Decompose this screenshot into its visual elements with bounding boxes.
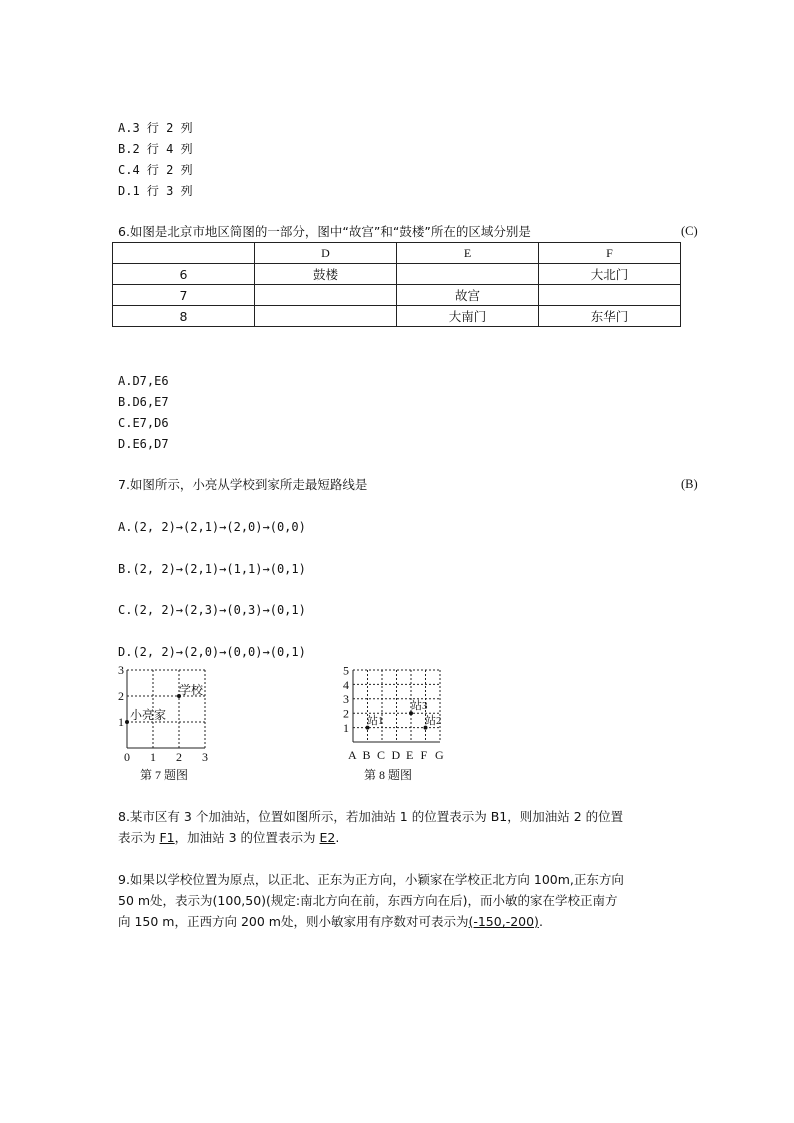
table-cell: 8 — [113, 306, 255, 327]
table-cell: 大北门 — [539, 264, 681, 285]
table-cell: 故宫 — [397, 285, 539, 306]
q9-line-2: 50 m处，表示为(100,50)(规定:南北方向在前，东西方向在后)，而小敏的家在学校正南方 — [118, 893, 618, 908]
q5-option-c: C.4 行 2 列 — [118, 163, 193, 177]
q9-line-3 — [118, 914, 543, 930]
q7-option-a: A.(2, 2)→(2,1)→(2,0)→(0,0) — [118, 520, 306, 534]
table-header-cell: D — [255, 243, 397, 264]
map-grid-table — [112, 242, 681, 327]
table-cell: 鼓楼 — [255, 264, 397, 285]
q9-answer: (-150,-200) — [468, 914, 539, 929]
fig8-y-tick: 5 — [343, 663, 349, 678]
table-cell: 大南门 — [397, 306, 539, 327]
q7-answer: (B) — [681, 477, 698, 491]
table-cell: 7 — [113, 285, 255, 306]
station-1-label: 站1 — [367, 715, 384, 727]
fig8-x-tick: A — [348, 748, 357, 762]
table-header-cell: E — [397, 243, 539, 264]
table-header-row — [113, 243, 681, 264]
q6-option-a: A.D7,E6 — [118, 374, 169, 388]
fig7-y-tick: 1 — [118, 715, 124, 729]
fig8-y-tick: 3 — [343, 692, 349, 707]
q8-answer-1: F1 — [159, 830, 175, 845]
figure-8 — [336, 662, 456, 782]
table-row — [113, 306, 681, 327]
table-cell: 东华门 — [539, 306, 681, 327]
q6-option-d: D.E6,D7 — [118, 437, 169, 451]
q8-text: ，加油站 3 的位置表示为 — [174, 830, 320, 845]
figure-7 — [112, 662, 222, 782]
q8-text: . — [335, 830, 340, 845]
q9-text: . — [538, 914, 543, 929]
home-point — [125, 720, 129, 724]
q9-line-1: 9.如果以学校位置为原点，以正北、正东为正方向，小颖家在学校正北方向 100m,正东方向 — [118, 872, 624, 887]
q7-option-d: D.(2, 2)→(2,0)→(0,0)→(0,1) — [118, 645, 306, 659]
fig8-x-tick: G — [435, 748, 444, 762]
fig8-x-tick: D — [391, 748, 401, 762]
fig8-x-tick: C — [377, 748, 386, 762]
school-label: 学校 — [179, 683, 204, 697]
fig7-y-tick: 2 — [118, 689, 124, 703]
q5-option-d: D.1 行 3 列 — [118, 184, 193, 198]
fig7-caption: 第 7 题图 — [140, 768, 189, 782]
fig7-x-tick: 0 — [124, 750, 130, 764]
q8-line-1: 8.某市区有 3 个加油站，位置如图所示，若加油站 1 的位置表示为 B1，则加油站 2 的位置 — [118, 809, 624, 824]
fig8-x-tick: B — [362, 748, 371, 762]
table-cell — [397, 264, 539, 285]
q5-option-a: A.3 行 2 列 — [118, 121, 193, 135]
table-cell — [539, 285, 681, 306]
fig8-x-tick: F — [420, 748, 428, 762]
fig7-x-tick: 1 — [150, 750, 156, 764]
fig7-x-tick: 3 — [202, 750, 208, 764]
station-3-label: 站3 — [411, 700, 428, 712]
q6-question: 6.如图是北京市地区简图的一部分，图中“故宫”和“鼓楼”所在的区域分别是 — [118, 224, 531, 239]
table-cell — [113, 243, 255, 264]
table-cell — [255, 306, 397, 327]
q6-option-c: C.E7,D6 — [118, 416, 169, 430]
fig8-y-tick: 1 — [343, 721, 349, 735]
station-2-label: 站2 — [425, 715, 442, 727]
fig8-y-tick: 4 — [343, 677, 349, 692]
q9-text: 向 150 m，正西方向 200 m处，则小敏家用有序数对可表示为 — [118, 914, 469, 929]
q8-answer-2: E2 — [319, 830, 336, 845]
q5-option-b: B.2 行 4 列 — [118, 142, 193, 156]
table-cell — [255, 285, 397, 306]
table-row — [113, 285, 681, 306]
fig8-caption: 第 8 题图 — [364, 768, 413, 782]
table-row — [113, 264, 681, 285]
q6-option-b: B.D6,E7 — [118, 395, 169, 409]
fig7-y-tick: 3 — [118, 663, 124, 677]
fig8-x-tick: E — [406, 748, 414, 762]
fig8-y-tick: 2 — [343, 706, 349, 721]
q6-answer: (C) — [681, 224, 698, 238]
table-header-cell: F — [539, 243, 681, 264]
q8-text: 表示为 — [118, 830, 160, 845]
q8-line-2 — [118, 830, 339, 846]
fig7-x-tick: 2 — [176, 750, 182, 764]
q7-option-c: C.(2, 2)→(2,3)→(0,3)→(0,1) — [118, 603, 306, 617]
home-label: 小亮家 — [130, 708, 167, 722]
q7-question: 7.如图所示，小亮从学校到家所走最短路线是 — [118, 477, 368, 492]
table-cell: 6 — [113, 264, 255, 285]
q7-option-b: B.(2, 2)→(2,1)→(1,1)→(0,1) — [118, 562, 306, 576]
